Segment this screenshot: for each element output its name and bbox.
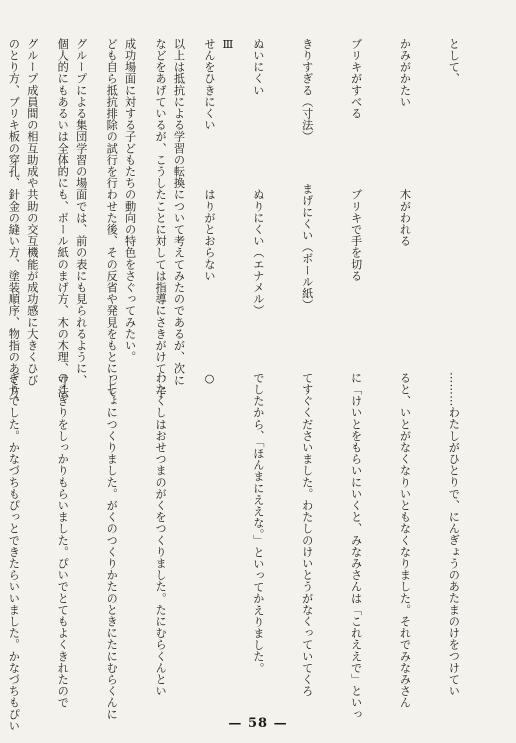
section-three-column [25,38,268,398]
text-line: のとり方、ブリキ板の穿孔、針金の縫い方、塗装順序、物指のあて方、 [7,38,21,410]
text-line: わたくしはおせつまのがくをつくりました。たにむらくんとい [154,372,168,697]
text-line: でしたから、「ほんまにええな。」といってかえりました。 [251,372,265,674]
text-line: ○ [202,372,216,386]
text-line: として、 [447,38,461,85]
text-line: せんをひきにくい はりがとおらない [202,38,216,282]
section-divider [20,350,498,351]
text-line: っしょにつくりました。がくのつくりかたのときにたにむらくんに [105,372,119,720]
text-line: ども自ら抵抗排除の試行を行わせた後、その反省や発見をもとにして [105,38,119,398]
text-line: てすぐくださいました。わたしのけいとうがなくっていてくろ [300,372,314,697]
text-line: に「けいとをもらいにいくと、みなみさんは「これええで」といっ [349,372,363,720]
text-line: ると、いとがなくなりいともなくなりました。それでみなみさん [398,372,412,709]
page-number: — 58 — [228,716,288,731]
text-line: のこぎりをしっかりもらいました。ぴいでとてもよくきれたので [56,372,70,709]
text-line: かみがかたい 木がわれる [398,38,412,247]
text-line: グループによる集団学習の場面では、前の表にも見られるように、 [74,38,88,386]
text-line: などをあげているが、こうしたことに対しては指導にさきがけて、子 [154,38,168,398]
text-line: ぬいにくい ぬりにくい（エナメル） [251,38,265,317]
section-heading: Ⅲ [221,38,235,52]
text-line: ぎりでした。かなづちもぴっとできたらいいました。かなづちもぴい [7,372,21,732]
text-line: 以上は抵抗による学習の転換について考えてみたのであるが、次に [172,38,186,386]
text-line: ブリキがすべる ブリキで手を切る [349,38,363,282]
text-line: 個人的にもあるいは全体的にも、ボール紙のまげ方、木の木理、寸法 [56,38,70,398]
text-line: 成功場面に対する子どもたちの動向の特色をさぐってみたい。 [123,38,137,363]
text-line: グループ成員間の相互助成や共助の交互機能が成功感に大きくひび [25,38,39,386]
text-line: ………わたしがひとりで、にんぎょうのあたまのけをつけてい [447,372,461,697]
text-line: きりすぎる（寸法） まげにくい（ボール紙） [300,38,314,311]
